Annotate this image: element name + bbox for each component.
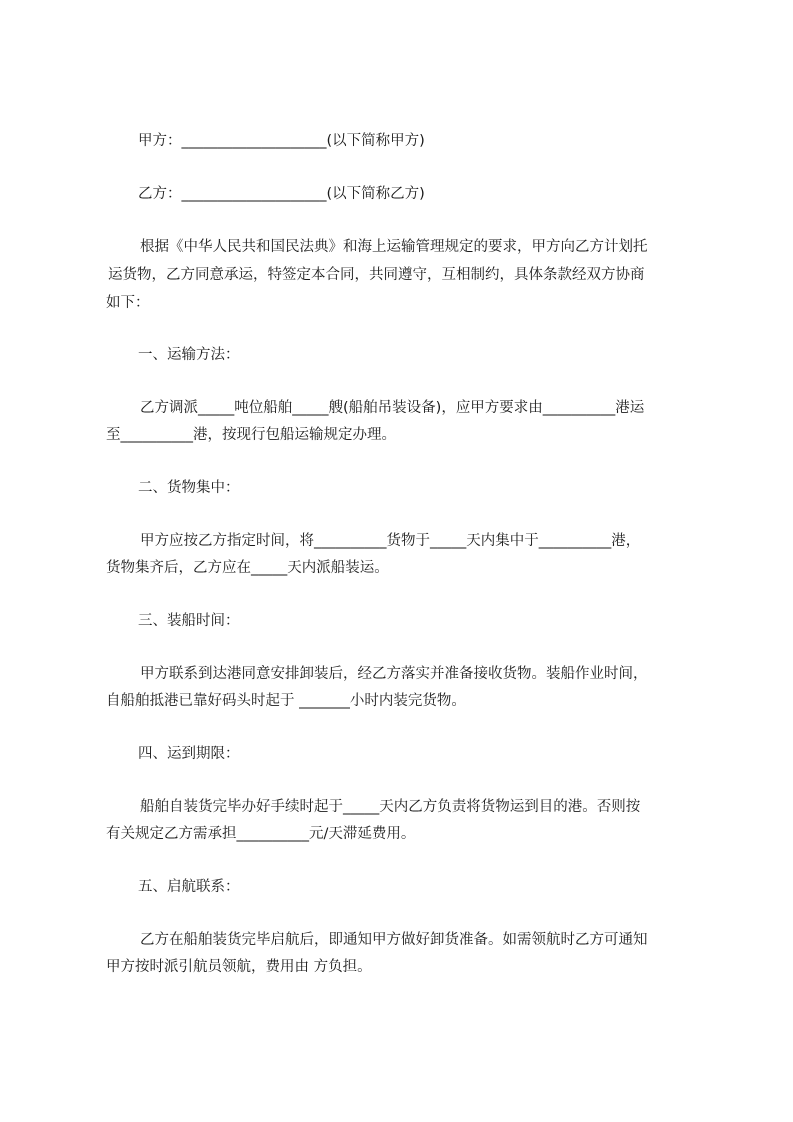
party-a-line — [138, 131, 425, 151]
section-5-heading: 五、启航联系： — [138, 879, 240, 895]
section-4-heading: 四、运到期限： — [138, 746, 240, 762]
intro-line-3: 如下： — [106, 295, 150, 311]
party-b-line — [138, 184, 425, 204]
section-2-heading: 二、货物集中： — [138, 480, 240, 496]
party-a-label: 甲方： — [138, 133, 182, 149]
section-2-line-1: 甲方应按乙方指定时间，将__________货物于_____天内集中于__________港， — [140, 533, 641, 549]
section-3-line-2: 自船舶抵港已靠好码头时起于 _______小时内装完货物。 — [106, 693, 466, 709]
party-b-blank: ____________________ — [181, 186, 327, 202]
party-b-label: 乙方： — [138, 186, 182, 202]
section-4-line-2: 有关规定乙方需承担__________元/天滞延费用。 — [106, 826, 416, 842]
party-a-note: (以下简称甲方) — [326, 133, 425, 149]
intro-line-2: 运货物，乙方同意承运，特签定本合同，共同遵守，互相制约，具体条款经双方协商 — [108, 267, 645, 283]
section-1-line-2: 至__________港，按现行包船运输规定办理。 — [106, 427, 396, 443]
section-5-line-2: 甲方按时派引航员领航，费用由 方负担。 — [106, 959, 372, 975]
section-1-heading: 一、运输方法： — [138, 347, 240, 363]
section-3-heading: 三、装船时间： — [138, 613, 240, 629]
party-a-blank: ____________________ — [181, 133, 327, 149]
section-4-line-1: 船舶自装货完毕办好手续时起于_____天内乙方负责将货物运到目的港。否则按 — [140, 799, 641, 815]
intro-line-1: 根据《中华人民共和国民法典》和海上运输管理规定的要求，甲方向乙方计划托 — [140, 239, 648, 255]
party-b-note: (以下简称乙方) — [326, 186, 425, 202]
section-2-line-2: 货物集齐后，乙方应在_____天内派船装运。 — [106, 560, 389, 576]
section-1-line-1: 乙方调派_____吨位船舶_____艘(船舶吊装设备)，应甲方要求由__________港运 — [140, 400, 645, 416]
section-5-line-1: 乙方在船舶装货完毕启航后，即通知甲方做好卸货准备。如需领航时乙方可通知 — [140, 932, 648, 948]
section-3-line-1: 甲方联系到达港同意安排卸装后，经乙方落实并准备接收货物。装船作业时间， — [140, 666, 648, 682]
